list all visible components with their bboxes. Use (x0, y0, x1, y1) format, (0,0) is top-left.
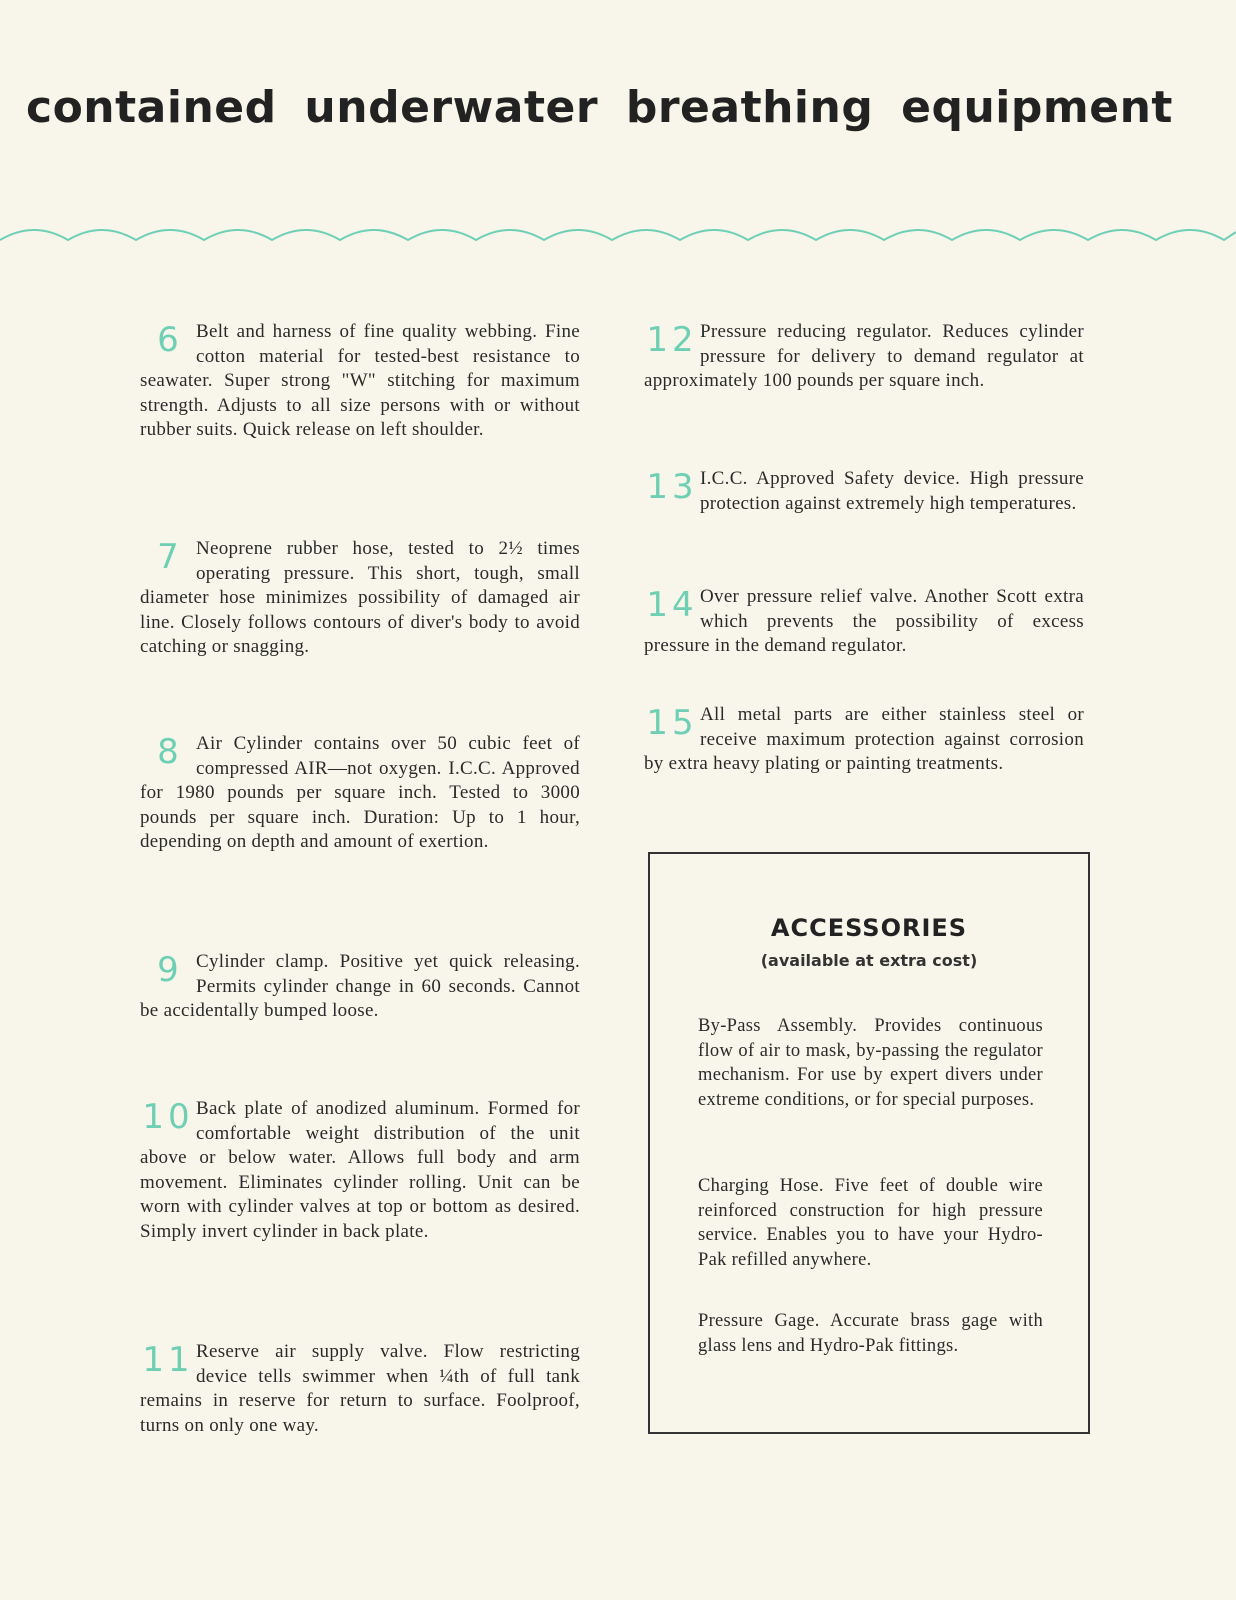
item-9 (140, 950, 580, 1024)
item-13 (644, 467, 1084, 516)
item-12 (644, 320, 1084, 394)
item-text: Over pressure relief valve. Another Scott extra which prevents the possibility of excess pressure in the demand regulator. (644, 586, 1084, 656)
item-number: 6 (157, 320, 179, 360)
wave-divider (0, 218, 1236, 248)
item-number: 10 (142, 1097, 194, 1137)
item-text: Belt and harness of fine quality webbing. Fine cotton material for tested-best resistance to seawater. Super strong "W" stitching for maximum strength. Adjusts to all size persons with or without rubber suits. Quick release on left shoulder. (140, 321, 580, 440)
item-number: 11 (142, 1340, 194, 1380)
accessories-box (648, 852, 1090, 1434)
item-text: Pressure reducing regulator. Reduces cylinder pressure for delivery to demand regulator at approximately 100 pounds per square inch. (644, 321, 1084, 391)
item-number: 14 (646, 585, 698, 625)
item-number: 8 (157, 732, 179, 772)
item-text: Neoprene rubber hose, tested to 2½ times operating pressure. This short, tough, small diameter hose minimizes possibility of damaged air line. Closely follows contours of diver's body to avoid catching or snagging. (140, 538, 580, 657)
item-14 (644, 585, 1084, 659)
item-text: Back plate of anodized aluminum. Formed for comfortable weight distribution of the unit above or below water. Allows full body and arm movement. Eliminates cylinder rolling. Unit can be worn with cylinder valves at top or bottom as desired. Simply invert cylinder in back plate. (140, 1098, 580, 1242)
item-text: Cylinder clamp. Positive yet quick releasing. Permits cylinder change in 60 seconds. Cannot be accidentally bumped loose. (140, 951, 580, 1021)
item-8 (140, 732, 580, 855)
item-number: 13 (646, 467, 698, 507)
page-title: contained underwater breathing equipment (26, 82, 1173, 133)
item-text: I.C.C. Approved Safety device. High pressure protection against extremely high temperatures. (700, 468, 1084, 514)
accessory-entry: Pressure Gage. Accurate brass gage with glass lens and Hydro-Pak fittings. (698, 1311, 1043, 1356)
item-number: 12 (646, 320, 698, 360)
accessory-entry: By-Pass Assembly. Provides continuous flow of air to mask, by-passing the regulator mechanism. For use by expert divers under extreme conditions, or for special purposes. (698, 1016, 1043, 1110)
item-6 (140, 320, 580, 443)
item-15 (644, 703, 1084, 777)
item-number: 7 (157, 537, 179, 577)
item-number: 9 (157, 950, 179, 990)
item-10 (140, 1097, 580, 1244)
item-number: 15 (646, 703, 698, 743)
item-11 (140, 1340, 580, 1438)
item-text: Air Cylinder contains over 50 cubic feet of compressed AIR—not oxygen. I.C.C. Approved for 1980 pounds per square inch. Tested to 3000 pounds per square inch. Duration: Up to 1 hour, depending on depth and amount of exertion. (140, 733, 580, 852)
accessories-title: ACCESSORIES (770, 914, 968, 942)
accessories-subtitle: (available at extra cost) (760, 951, 978, 970)
accessory-entry: Charging Hose. Five feet of double wire reinforced construction for high pressure service. Enables you to have your Hydro-Pak refilled anywhere. (698, 1176, 1043, 1270)
item-7 (140, 537, 580, 660)
item-text: Reserve air supply valve. Flow restricting device tells swimmer when ¼th of full tank remains in reserve for return to surface. Foolproof, turns on only one way. (140, 1341, 580, 1436)
item-text: All metal parts are either stainless steel or receive maximum protection against corrosion by extra heavy plating or painting treatments. (644, 704, 1084, 774)
